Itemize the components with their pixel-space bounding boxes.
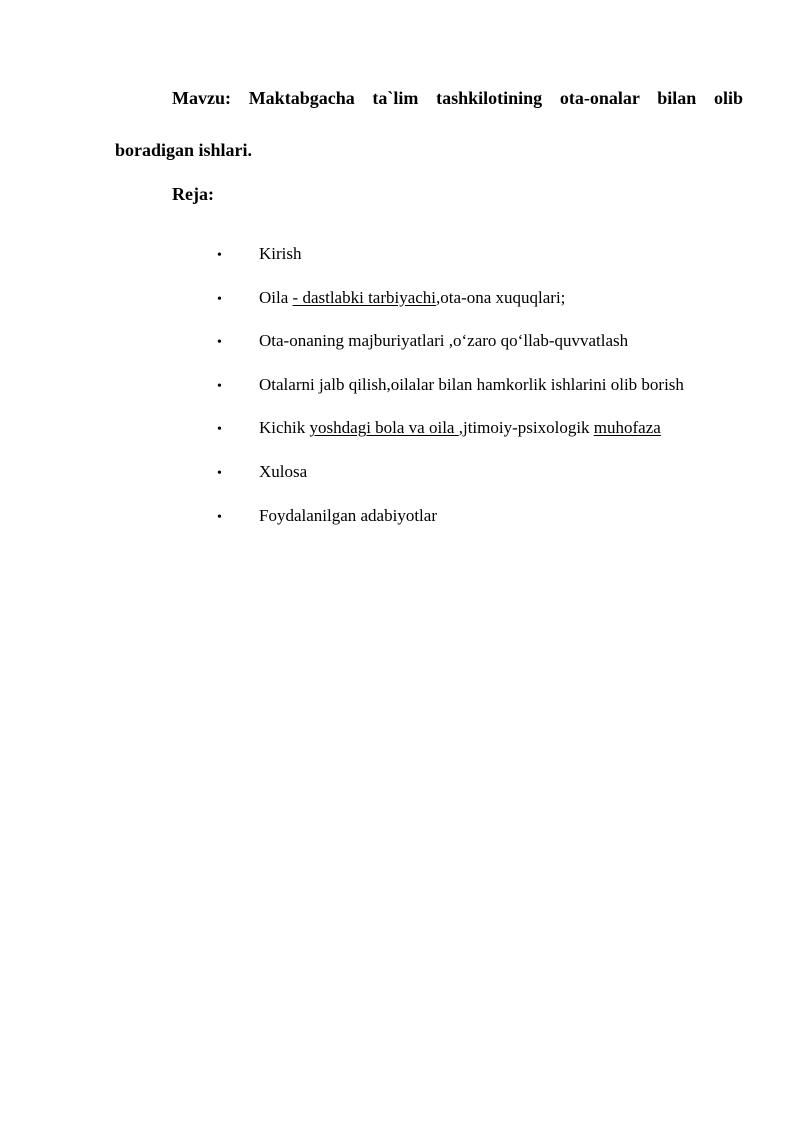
plan-item [217,241,302,267]
title-line-1: Mavzu: Maktabgacha ta`lim tashkilotining ota-onalar bilan olib [172,88,743,108]
plan-item-text [259,288,565,307]
plan-item [217,415,661,441]
plan-item-segment: Ota-onaning majburiyatlari ,o‘zaro qo‘llab-quvvatlash [259,331,629,351]
plan-item-segment: Xulosa [259,462,308,481]
plan-item [217,503,437,529]
plan-item [217,328,628,354]
plan-item-text [259,506,437,525]
plan-item-segment: Kirish [259,244,302,263]
plan-item-text [259,375,684,394]
plan-item-underlined-text: muhofaza [593,418,661,438]
plan-item-segment: Otalarni jalb qilish,oilalar bilan hamkorlik ishlarini olib borish [259,374,684,394]
bullet-icon: • [217,248,222,263]
plan-item-text [259,331,628,350]
bullet-icon: • [217,466,222,481]
bullet-icon: • [217,378,222,394]
bullet-icon: • [217,422,222,438]
plan-heading: Reja: [172,184,214,204]
plan-item-text [259,418,661,437]
plan-item-text [259,244,302,263]
plan-item-segment: Foydalanilgan adabiyotlar [259,505,437,525]
plan-item-text [259,462,307,481]
bullet-icon: • [217,335,222,351]
plan-item-segment: ,jtimoiy-psixologik [458,418,594,438]
bullet-icon: • [217,509,222,525]
plan-item [217,285,565,311]
plan-item-segment: Kichik [259,418,310,438]
plan-item-segment: Oila [259,287,293,307]
plan-item [217,372,684,398]
title-line-2: boradigan ishlari. [115,140,253,160]
plan-item-underlined-text: yoshdagi bola va oila [309,418,459,438]
plan-item [217,459,307,485]
plan-item-underlined-text: - dastlabki tarbiyachi [292,287,437,307]
plan-item-segment: ,ota-ona xuquqlari; [436,287,566,307]
document-title [115,72,743,176]
bullet-icon: • [217,291,222,307]
